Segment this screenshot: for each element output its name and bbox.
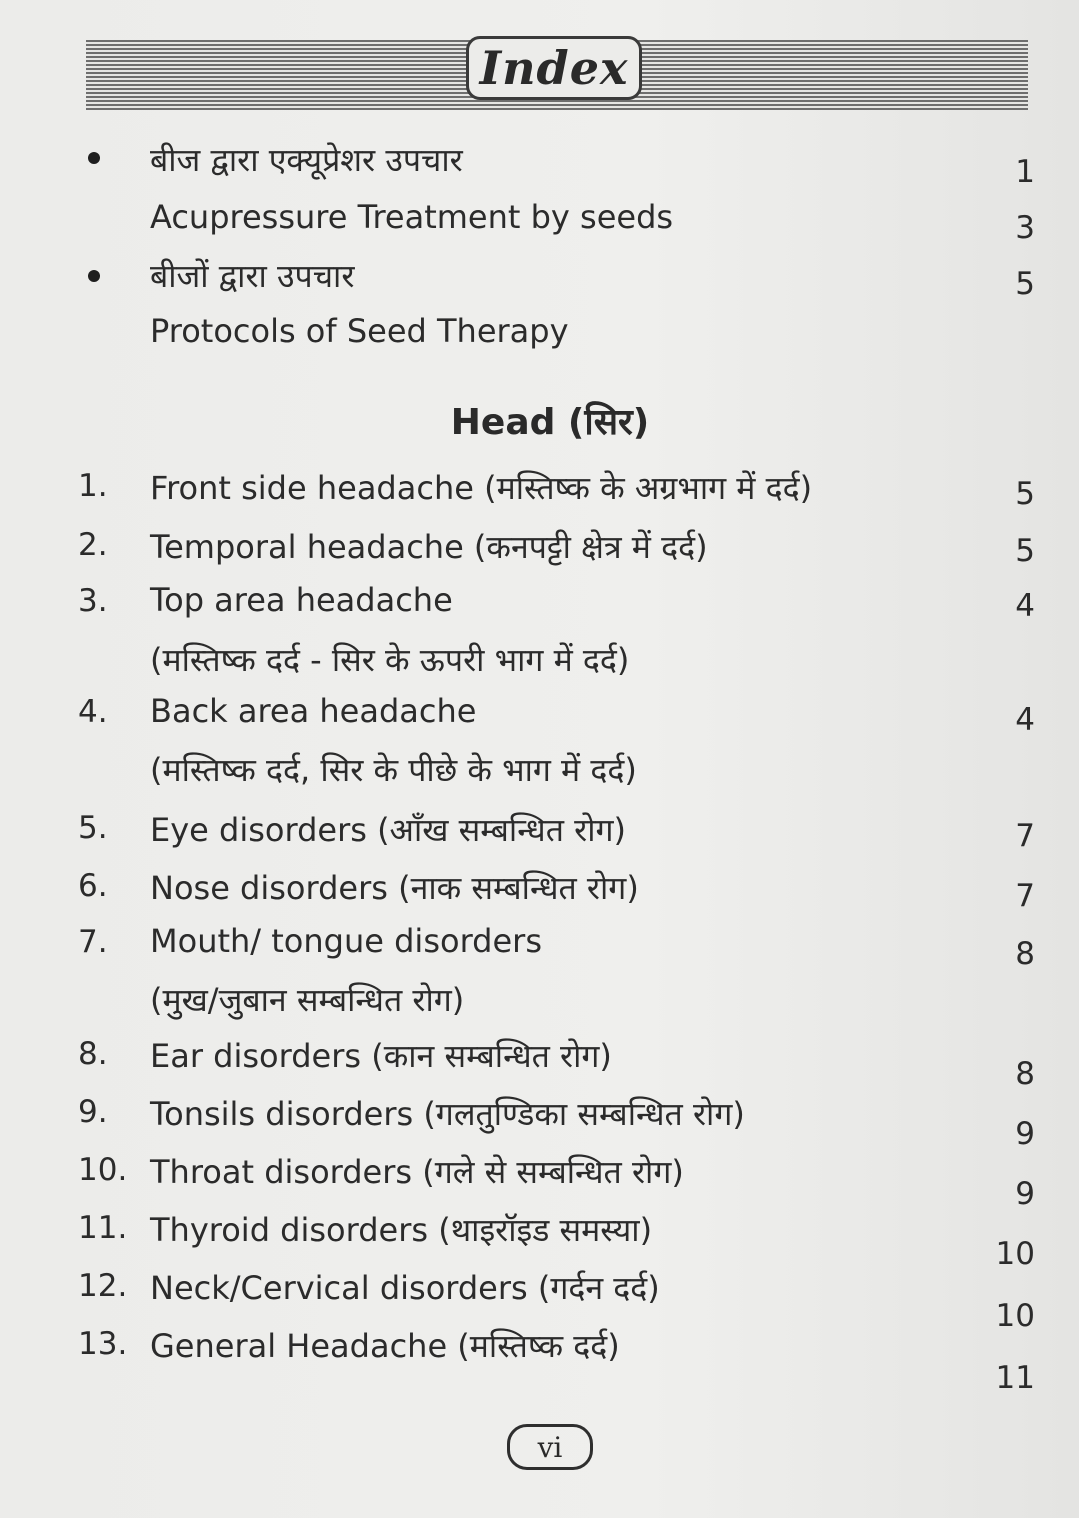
entry-title: Tonsils disorders (गलतुण्डिका सम्बन्धित रोग) — [150, 1095, 745, 1133]
entry-page: 5 — [1015, 533, 1035, 569]
entry-number: 7. — [78, 924, 108, 960]
entry-page: 11 — [995, 1360, 1035, 1396]
page-folio: vi — [537, 1430, 563, 1464]
entry-number: 5. — [78, 810, 108, 846]
entry-subtitle: (मस्तिष्क दर्द, सिर के पीछे के भाग में दर्द) — [150, 751, 637, 789]
entry-page: 7 — [1015, 878, 1035, 914]
index-title: Index — [479, 41, 629, 95]
entry-number: 3. — [78, 583, 108, 619]
intro-page-1: 1 — [1015, 154, 1035, 190]
entry-title: Ear disorders (कान सम्बन्धित रोग) — [150, 1037, 612, 1075]
entry-number: 2. — [78, 527, 108, 563]
entry-page: 8 — [1015, 1056, 1035, 1092]
entry-number: 9. — [78, 1094, 108, 1130]
entry-title: General Headache (मस्तिष्क दर्द) — [150, 1327, 620, 1365]
entry-subtitle: (मुख/जुबान सम्बन्धित रोग) — [150, 981, 465, 1019]
entry-title: Nose disorders (नाक सम्बन्धित रोग) — [150, 869, 639, 907]
entry-number: 12. — [78, 1268, 128, 1304]
intro-line-4: Protocols of Seed Therapy — [150, 312, 569, 350]
intro-line-1: बीज द्वारा एक्यूप्रेशर उपचार — [150, 141, 463, 179]
entry-number: 11. — [78, 1210, 128, 1246]
entry-title: Mouth/ tongue disorders — [150, 922, 542, 960]
entry-page: 9 — [1015, 1176, 1035, 1212]
entry-number: 1. — [78, 468, 108, 504]
entry-title: Eye disorders (आँख सम्बन्धित रोग) — [150, 811, 627, 849]
entry-number: 6. — [78, 868, 108, 904]
bullet-dot — [88, 270, 100, 282]
entry-page: 10 — [995, 1236, 1035, 1272]
entry-subtitle: (मस्तिष्क दर्द - सिर के ऊपरी भाग में दर्द) — [150, 641, 630, 679]
entry-title: Temporal headache (कनपट्टी क्षेत्र में दर्द) — [150, 528, 708, 566]
entry-page: 4 — [1015, 702, 1035, 738]
entry-title: Front side headache (मस्तिष्क के अग्रभाग में दर्द) — [150, 469, 813, 507]
intro-page-2: 3 — [1015, 210, 1035, 246]
entry-number: 8. — [78, 1036, 108, 1072]
entry-page: 10 — [995, 1298, 1035, 1334]
entry-number: 10. — [78, 1152, 128, 1188]
index-title-frame — [466, 36, 642, 100]
entry-number: 13. — [78, 1326, 128, 1362]
entry-title: Back area headache — [150, 692, 477, 730]
entry-page: 9 — [1015, 1116, 1035, 1152]
entry-title: Top area headache — [150, 581, 453, 619]
entry-page: 5 — [1015, 476, 1035, 512]
entry-page: 8 — [1015, 936, 1035, 972]
entry-page: 4 — [1015, 588, 1035, 624]
index-header-band — [86, 40, 1028, 110]
section-heading: Head (सिर) — [450, 402, 650, 443]
entry-title: Neck/Cervical disorders (गर्दन दर्द) — [150, 1269, 660, 1307]
bullet-dot — [88, 152, 100, 164]
intro-page-3: 5 — [1015, 266, 1035, 302]
entry-title: Throat disorders (गले से सम्बन्धित रोग) — [150, 1153, 684, 1191]
intro-line-2: Acupressure Treatment by seeds — [150, 198, 674, 236]
page-folio-frame — [507, 1424, 593, 1470]
entry-title: Thyroid disorders (थाइरॉइड समस्या) — [150, 1211, 653, 1249]
entry-page: 7 — [1015, 818, 1035, 854]
entry-number: 4. — [78, 694, 108, 730]
intro-line-3: बीजों द्वारा उपचार — [150, 257, 355, 295]
